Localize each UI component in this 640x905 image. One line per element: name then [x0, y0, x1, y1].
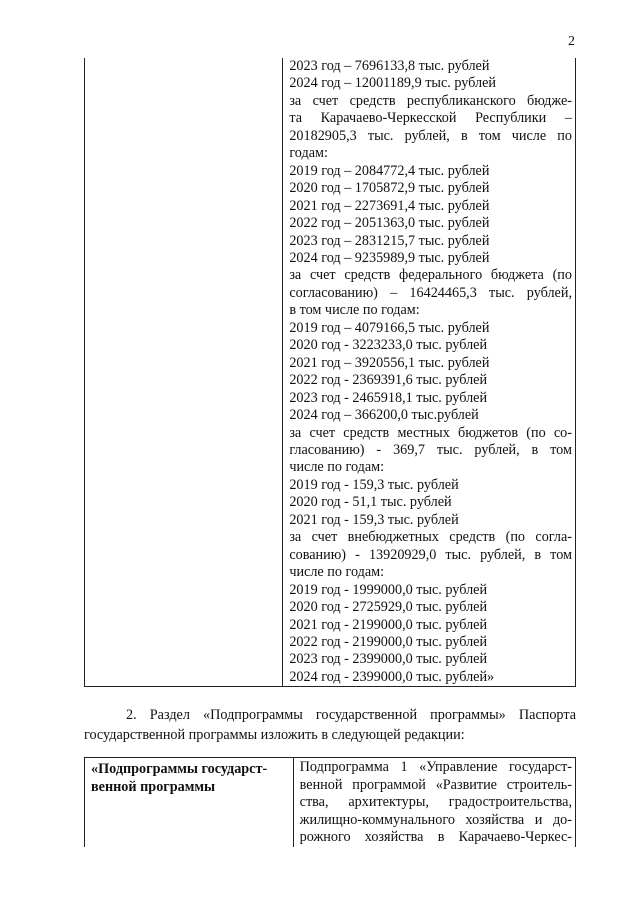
paragraph-line: 2. Раздел «Подпрограммы государственной программы» Паспорта	[126, 707, 576, 723]
text-line: 2019 год – 2084772,4 тыс. рублей	[289, 162, 490, 179]
text-line: 2020 год - 2725929,0 тыс. рублей	[289, 599, 488, 616]
text-line: за счет средств местных бюджетов (по со-	[289, 424, 572, 441]
text-line: 2020 год - 51,1 тыс. рублей	[289, 494, 452, 511]
paragraph-line: государственной программы изложить в следующей редакции:	[84, 727, 465, 743]
funding-details-cell	[283, 58, 576, 687]
text-line: 2024 год – 9235989,9 тыс. рублей	[289, 249, 490, 266]
text-line: 2023 год – 2831215,7 тыс. рублей	[289, 232, 490, 249]
text-line: та Карачаево-Черкесской Республики –	[289, 110, 572, 127]
subprogram-lines	[300, 759, 572, 847]
text-line: за счет внебюджетных средств (по согла-	[289, 529, 572, 546]
text-line: гласованию) - 369,7 тыс. рублей, в том	[289, 441, 572, 458]
text-line: 2023 год - 2465918,1 тыс. рублей	[289, 389, 488, 406]
text-line: 20182905,3 тыс. рублей, в том числе по	[289, 127, 572, 144]
text-line: 2021 год - 2199000,0 тыс. рублей	[289, 616, 488, 633]
amendment-paragraph	[84, 705, 576, 745]
text-line: 2021 год – 2273691,4 тыс. рублей	[289, 197, 490, 214]
text-line: сованию) - 13920929,0 тыс. рублей, в том	[289, 546, 572, 563]
text-line: жилищно-коммунального хозяйства и до-	[299, 811, 572, 828]
page-number: 2	[568, 34, 575, 49]
text-line: ства, архитектуры, градостроительства,	[299, 794, 572, 811]
text-line: 2020 год – 1705872,9 тыс. рублей	[289, 180, 490, 197]
subprograms-heading-cell	[85, 758, 294, 847]
text-line: годам:	[289, 145, 328, 162]
empty-left-cell	[85, 58, 283, 687]
table-row	[85, 58, 576, 687]
text-line: 2023 год – 7696133,8 тыс. рублей	[289, 58, 490, 74]
text-line: рожного хозяйства в Карачаево-Черкес-	[299, 829, 572, 846]
text-line: 2022 год - 2369391,6 тыс. рублей	[289, 372, 488, 389]
text-line: 2021 год - 159,3 тыс. рублей	[289, 511, 459, 528]
funding-lines	[289, 58, 572, 686]
text-line: за счет средств республиканского бюдже-	[289, 92, 572, 109]
text-line: в том числе по годам:	[289, 302, 420, 319]
text-line: 2019 год - 1999000,0 тыс. рублей	[289, 581, 488, 598]
text-line: числе по годам:	[289, 459, 385, 476]
funding-table	[84, 58, 576, 687]
text-line: 2024 год - 2399000,0 тыс. рублей»	[289, 668, 495, 685]
text-line: 2020 год - 3223233,0 тыс. рублей	[289, 337, 488, 354]
text-line: 2021 год – 3920556,1 тыс. рублей	[289, 354, 490, 371]
text-line: 2023 год - 2399000,0 тыс. рублей	[289, 651, 488, 668]
text-line: 2022 год - 2199000,0 тыс. рублей	[289, 633, 488, 650]
text-line: Подпрограмма 1 «Управление государст-	[299, 759, 572, 775]
heading-line: «Подпрограммы государст-	[91, 761, 268, 777]
text-line: за счет средств федерального бюджета (по	[289, 267, 572, 284]
text-line: 2024 год – 366200,0 тыс.рублей	[289, 407, 479, 424]
text-line: 2024 год – 12001189,9 тыс. рублей	[289, 75, 496, 92]
text-line: числе по годам:	[289, 564, 385, 581]
subprograms-table	[84, 757, 576, 847]
text-line: 2019 год - 159,3 тыс. рублей	[289, 476, 459, 493]
text-line: 2019 год – 4079166,5 тыс. рублей	[289, 319, 490, 336]
text-line: венной программой «Развитие строитель-	[299, 776, 572, 793]
subprograms-content-cell	[293, 758, 575, 847]
table-row	[85, 758, 576, 847]
text-line: 2022 год – 2051363,0 тыс. рублей	[289, 215, 490, 232]
heading-line: венной программы	[91, 778, 216, 795]
text-line: согласованию) – 16424465,3 тыс. рублей,	[289, 284, 572, 301]
